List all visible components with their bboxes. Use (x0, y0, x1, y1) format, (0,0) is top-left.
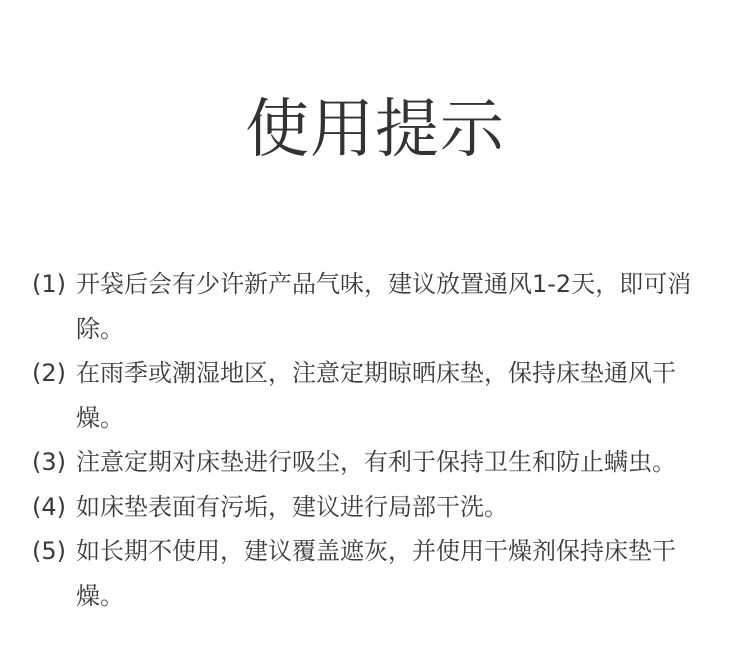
tip-number: (5) (32, 537, 66, 565)
tip-item-1 (32, 262, 722, 351)
tip-number: (3) (32, 448, 66, 476)
tip-item-2 (32, 351, 722, 440)
page-title: 使用提示 (245, 93, 505, 167)
tip-text: 如床垫表面有污垢，建议进行局部干洗。 (76, 492, 508, 521)
tip-text: 在雨季或潮湿地区，注意定期晾晒床垫，保持床垫通风干燥。 (76, 359, 676, 432)
tip-number: (1) (32, 270, 66, 298)
tip-item-5 (32, 529, 722, 618)
tip-item-4 (32, 485, 722, 530)
tip-number: (4) (32, 492, 66, 521)
tip-item-3 (32, 440, 722, 485)
tips-list (32, 262, 722, 618)
tip-text: 注意定期对床垫进行吸尘，有利于保持卫生和防止螨虫。 (76, 448, 676, 476)
tip-text: 开袋后会有少许新产品气味，建议放置通风1-2天，即可消除。 (76, 270, 692, 343)
tip-number: (2) (32, 359, 66, 387)
tip-text: 如长期不使用，建议覆盖遮灰，并使用干燥剂保持床垫干燥。 (76, 537, 676, 610)
